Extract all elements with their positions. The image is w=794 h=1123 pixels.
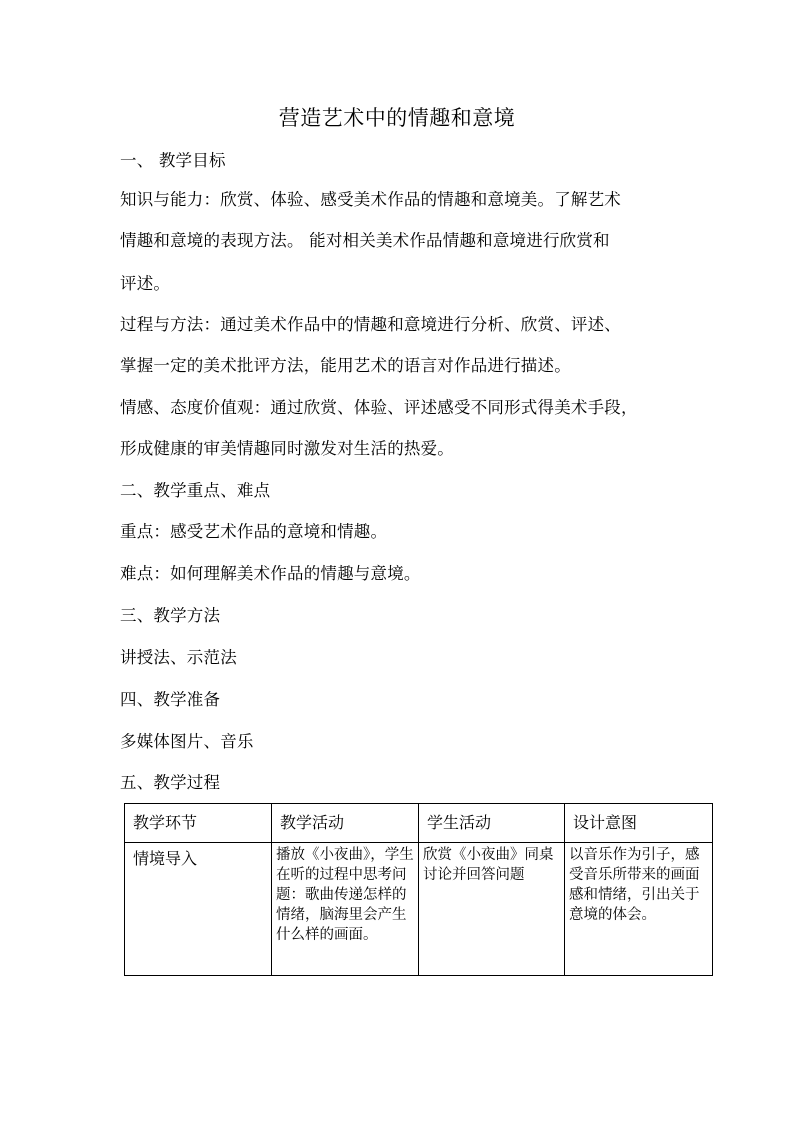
section-heading-methods: 三、教学方法 <box>120 606 221 625</box>
header-cell-stage: 教学环节 <box>125 804 272 843</box>
section-heading-key-points: 二、教学重点、难点 <box>120 481 271 500</box>
preparation-text: 多媒体图片、音乐 <box>120 732 254 751</box>
objective-process-line-2: 掌握一定的美术批评方法，能用艺术的语言对作品进行描述。 <box>120 356 571 375</box>
objective-knowledge-line-1: 知识与能力：欣赏、体验、感受美术作品的情趣和意境美。了解艺术 <box>120 190 621 209</box>
table-header-row <box>125 804 713 843</box>
header-cell-teacher-activity: 教学活动 <box>272 804 419 843</box>
table-row <box>125 843 713 976</box>
key-point-text: 重点：感受艺术作品的意境和情趣。 <box>120 522 388 541</box>
objective-emotion-line-1: 情感、态度价值观：通过欣赏、体验、评述感受不同形式得美术手段， <box>120 398 638 417</box>
cell-design-intent: 以音乐作为引子，感受音乐所带来的画面感和情绪，引出关于意境的体会。 <box>565 843 713 976</box>
methods-text: 讲授法、示范法 <box>120 648 237 667</box>
section-heading-objectives: 一、 教学目标 <box>120 151 226 170</box>
cell-stage: 情境导入 <box>125 843 272 976</box>
objective-process-line-1: 过程与方法：通过美术作品中的情趣和意境进行分析、欣赏、评述、 <box>120 315 621 334</box>
section-heading-preparation: 四、教学准备 <box>120 690 221 709</box>
cell-student-activity: 欣赏《小夜曲》同桌讨论并回答问题 <box>419 843 565 976</box>
objective-emotion-line-2: 形成健康的审美情趣同时激发对生活的热爱。 <box>120 439 454 458</box>
objective-knowledge-line-2: 情趣和意境的表现方法。 能对相关美术作品情趣和意境进行欣赏和 <box>120 231 610 250</box>
objective-knowledge-line-3: 评述。 <box>120 274 171 293</box>
header-cell-student-activity: 学生活动 <box>419 804 565 843</box>
section-heading-process: 五、教学过程 <box>120 773 221 792</box>
cell-teacher-activity: 播放《小夜曲》，学生在听的过程中思考问题：歌曲传递怎样的情绪，脑海里会产生什么样的画面。 <box>272 843 419 976</box>
header-cell-design-intent: 设计意图 <box>565 804 713 843</box>
document-title: 营造艺术中的情趣和意境 <box>278 106 516 130</box>
teaching-process-table <box>124 803 713 976</box>
difficult-point-text: 难点：如何理解美术作品的情趣与意境。 <box>120 564 421 583</box>
